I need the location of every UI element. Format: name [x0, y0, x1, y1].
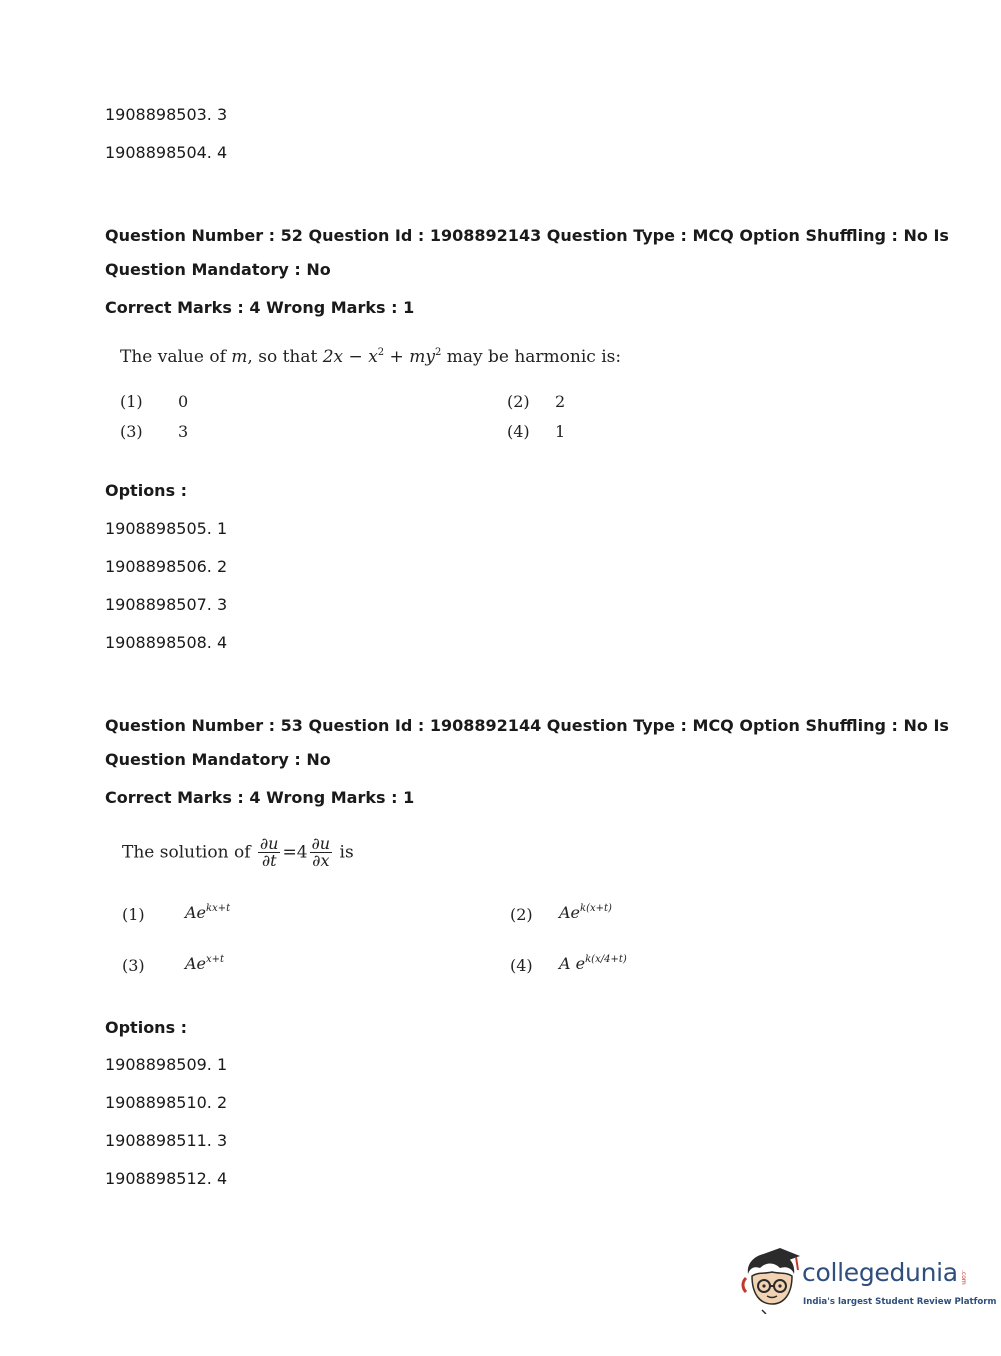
- q53-options-label: Options :: [105, 1018, 188, 1037]
- option-line: 1908898507. 3: [105, 595, 228, 614]
- option-line: 1908898503. 3: [105, 105, 228, 124]
- q52-choice-number: (3): [120, 422, 143, 441]
- option-line: 1908898508. 4: [105, 633, 228, 652]
- q53-choice-number: (2): [510, 905, 533, 924]
- q53-header: Question Number : 53 Question Id : 1908892144 Question Type : MCQ Option Shuffling : No Is: [105, 716, 949, 735]
- option-line: 1908898511. 3: [105, 1131, 228, 1150]
- q53-choice-value: $Ae^{k(x+t)}$: [559, 903, 612, 922]
- q53-choice-number: (1): [122, 905, 145, 924]
- q52-choice-value: 0: [178, 392, 189, 411]
- fraction: $\frac{\partial u}{\partial t}$: [259, 834, 279, 870]
- option-line: 1908898504. 4: [105, 143, 228, 162]
- mascot-icon: [740, 1248, 802, 1314]
- logo-domain-suffix: .com: [960, 1270, 967, 1285]
- option-line: 1908898505. 1: [105, 519, 228, 538]
- q52-header: Question Number : 52 Question Id : 1908892143 Question Type : MCQ Option Shuffling : No Is: [105, 226, 949, 245]
- option-line: 1908898506. 2: [105, 557, 228, 576]
- q52-mandatory: Question Mandatory : No: [105, 260, 331, 279]
- q52-choice-value: 3: [178, 422, 189, 441]
- q53-question-text: The solution of $\frac{\partial u}{\partial t}$ =4 $\frac{\partial u}{\partial x}$ is: [122, 834, 354, 870]
- q52-marks: Correct Marks : 4 Wrong Marks : 1: [105, 298, 415, 317]
- q52-choice-number: (4): [507, 422, 530, 441]
- q52-choice-value: 1: [555, 422, 566, 441]
- q53-choice-value: $Ae^{x+t}$: [185, 954, 225, 973]
- q53-mandatory: Question Mandatory : No: [105, 750, 331, 769]
- q52-question-text: The value of m, so that $2x - x^2 + my^2$ may be harmonic is:: [120, 347, 622, 367]
- q52-options-label: Options :: [105, 481, 188, 500]
- q52-choice-number: (2): [507, 392, 530, 411]
- q53-choice-value: A $e^{k(x/4+t)}$: [559, 954, 627, 973]
- logo-tagline: India's largest Student Review Platform: [803, 1297, 997, 1307]
- q52-choice-value: 2: [555, 392, 566, 411]
- option-line: 1908898510. 2: [105, 1093, 228, 1112]
- q53-marks: Correct Marks : 4 Wrong Marks : 1: [105, 788, 415, 807]
- option-line: 1908898509. 1: [105, 1055, 228, 1074]
- collegedunia-logo[interactable]: [740, 1248, 997, 1318]
- q53-choice-number: (4): [510, 956, 533, 975]
- q52-choice-number: (1): [120, 392, 143, 411]
- fraction: $\frac{\partial u}{\partial x}$: [311, 834, 331, 870]
- q53-choice-number: (3): [122, 956, 145, 975]
- q53-choice-value: $Ae^{kx+t}$: [185, 903, 231, 922]
- logo-wordmark: collegedunia: [802, 1258, 958, 1287]
- option-line: 1908898512. 4: [105, 1169, 228, 1188]
